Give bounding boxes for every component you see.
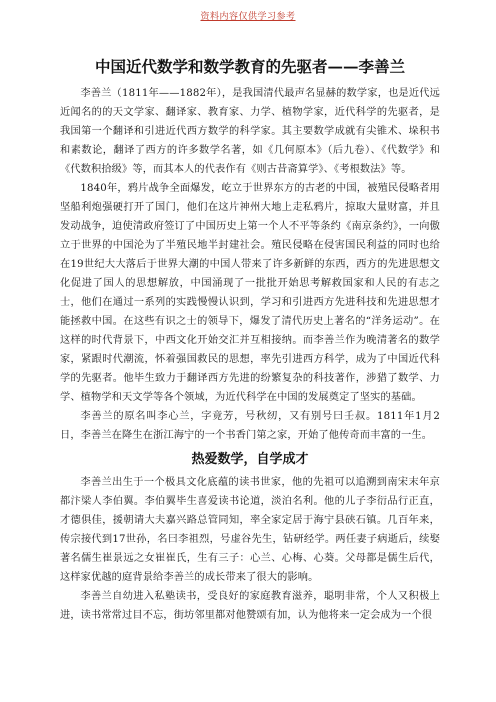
paragraph: 李善兰出生于一个极具文化底蕴的读书世家，他的先祖可以追溯到南宋末年京都汴梁人李伯翼。李伯翼毕生喜爱读书论道，淡泊名利。他的儿子李衍品行正直，才德俱佳，援朝请大夫嘉兴路总管同知，率全家定居于海宁县硖石镇。几百年来，传宗接代到17世孙，名曰李祖烈，号虚谷先生，钻研经学。两任妻子病逝后，续娶著名儒生崔景远之女崔崔氏，生有三子：心兰、心梅、心葵。父母都是儒生后代，这样家优越的庭背景给李善兰的成长带来了很大的影响。 — [60, 477, 440, 583]
paragraph: 1840年，鸦片战争全面爆发，屹立于世界东方的古老的中国，被殖民侵略者用坚船利炮强硬打开了国门，他们在这片神州大地上走私鸦片，掠取大量财富，并且发动战争，迫使清政府签订了中国历史上第一个人不平等条约《南京条约》，一向傲立于世界的中国沦为了半殖民地半封建社会。殖民侵略在侵害国民利益的同时也给在19世纪大大落后于世界大潮的中国人带来了许多新鲜的东西，西方的先进思想文化促进了国人的思想解放，中国涌现了一批批开始思考解救国家和人民的有志之士，他们在通过一系列的实践慢慢认识到，学习和引进西方先进科技和先进思想才能拯救中国。在这些有识之士的领导下，爆发了清代历史上著名的“洋务运动”。在这样的时代背景下，中西文化开始交汇并互相接纳。而李善兰作为晚清著名的数学家，紧跟时代潮流，怀着强国救民的思想，率先引进西方科学，成为了中国近代科学的先驱者。他毕生致力于翻译西方先进的纷繁复杂的科技著作，涉猎了数学、力学、植物学和天文学等各个领域，为近代科学在中国的发展奠定了坚实的基础。 — [60, 183, 440, 403]
header-link[interactable]: 资料内容仅供学习参考 — [200, 12, 296, 22]
paragraph: 李善兰自幼进入私塾读书，受良好的家庭教育滋养，聪明非常，个人又积极上进，读书常常过目不忘，街坊邻里都对他赞颂有加，认为他将来一定会成为一个很 — [60, 591, 440, 621]
paragraph: 李善兰的原名叫李心兰，字竟芳，号秋纫，又有别号曰壬叔。1811年1月2日，李善兰在降生在浙江海宁的一个书香门第之家，开始了他传奇而丰富的一生。 — [60, 411, 440, 441]
document-title: 中国近代数学和数学教育的先驱者——李善兰 — [94, 57, 405, 76]
document-body — [60, 56, 440, 625]
paragraph: 李善兰（1811年——1882年），是我国清代最声名显赫的数学家，也是近代远近闻名的的天文学家、翻译家、教育家、力学、植物学家，近代科学的先驱者，是我国第一个翻译和引进近代西方数学的科学家。其主要数学成就有尖锥术、垛积书和素数论，翻译了西方的许多数学名著，如《几何原本》（后九卷）、《代数学》和《代数积拾级》等，而其本人的代表作有《则古昔斋算学》、《考根数法》等。 — [60, 88, 440, 175]
section-title: 热爱数学，自学成才 — [191, 452, 309, 467]
page-header — [0, 4, 496, 23]
